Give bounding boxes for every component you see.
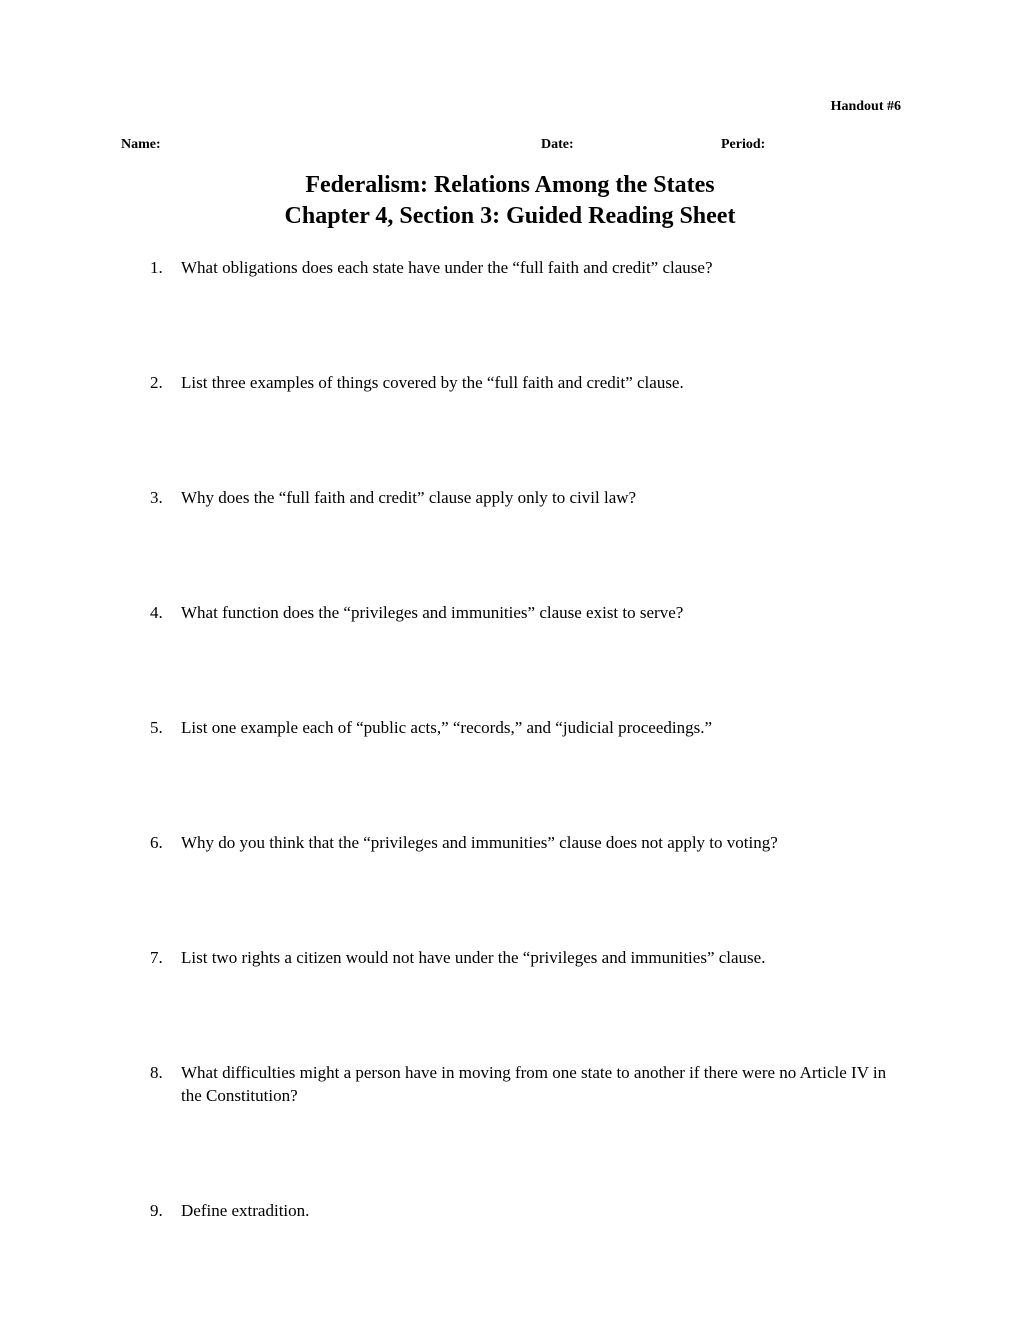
- name-label: Name:: [121, 137, 161, 152]
- question-text: What difficulties might a person have in moving from one state to another if there were no Article IV in the Constitution?: [181, 1063, 887, 1105]
- question-text: List two rights a citizen would not have under the “privileges and immunities” clause.: [181, 948, 766, 967]
- question-text: List three examples of things covered by the “full faith and credit” clause.: [181, 373, 684, 392]
- question-text: What obligations does each state have under the “full faith and credit” clause?: [181, 258, 713, 277]
- handout-number: Handout #6: [830, 99, 901, 114]
- question-number: 6.: [150, 833, 163, 852]
- period-label: Period:: [721, 137, 766, 152]
- question-number: 7.: [150, 948, 163, 967]
- question-text: List one example each of “public acts,” “records,” and “judicial proceedings.”: [181, 718, 713, 737]
- question-number: 2.: [150, 373, 163, 392]
- question-text: Why do you think that the “privileges and immunities” clause does not apply to voting?: [181, 833, 778, 852]
- question-text: Why does the “full faith and credit” clause apply only to civil law?: [181, 488, 637, 507]
- question-number: 9.: [150, 1201, 163, 1220]
- question-number: 4.: [150, 603, 163, 622]
- date-label: Date:: [541, 137, 574, 152]
- title-line-1: Federalism: Relations Among the States: [305, 172, 715, 198]
- question-number: 1.: [150, 258, 163, 277]
- page-title: [0, 170, 1020, 232]
- question-text: Define extradition.: [181, 1201, 310, 1220]
- question-text: What function does the “privileges and immunities” clause exist to serve?: [181, 603, 684, 622]
- question-number: 8.: [150, 1063, 163, 1082]
- title-line-2: Chapter 4, Section 3: Guided Reading Sheet: [284, 203, 736, 229]
- question-number: 3.: [150, 488, 163, 507]
- question-number: 5.: [150, 718, 163, 737]
